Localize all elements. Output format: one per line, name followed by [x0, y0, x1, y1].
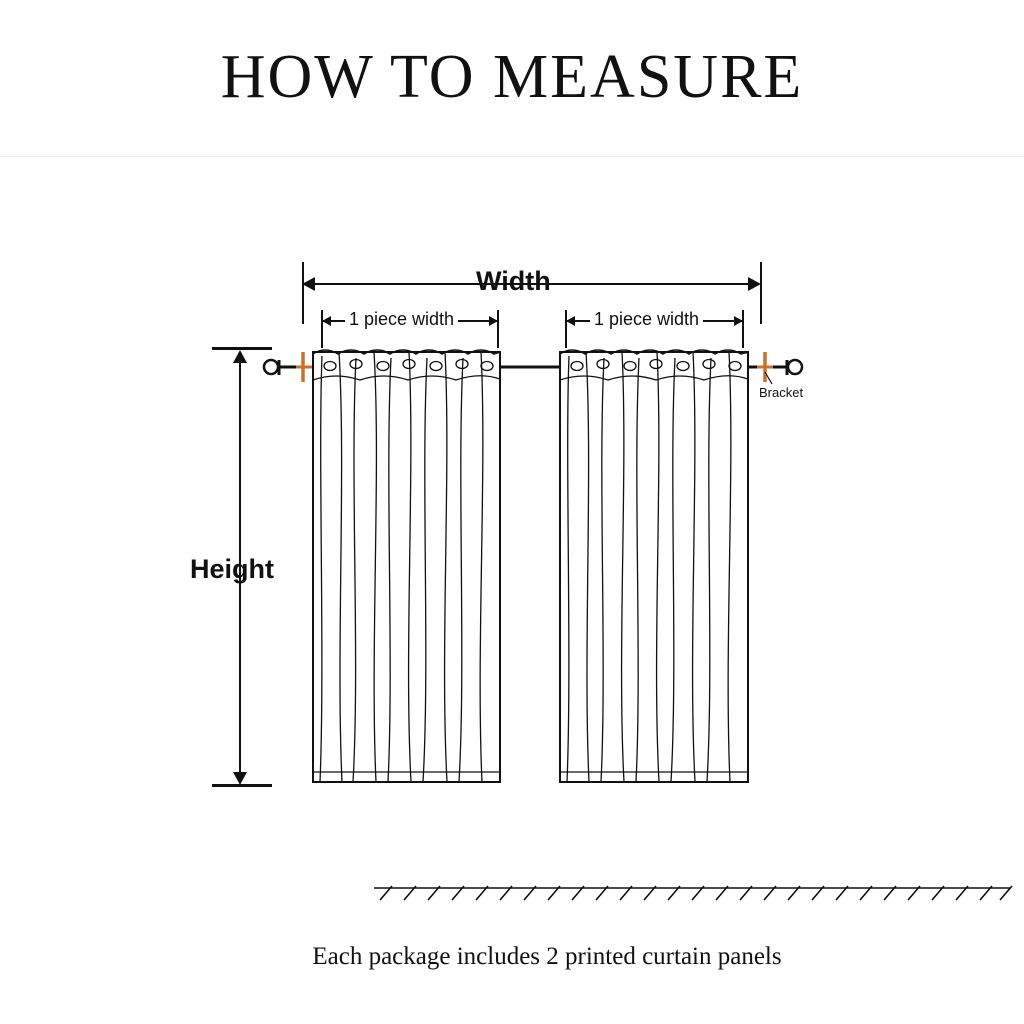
curtain-panel-right-icon	[560, 350, 748, 782]
height-label: Height	[190, 554, 274, 584]
piece-width-right-label: 1 piece width	[590, 309, 703, 330]
width-label: Width	[476, 266, 551, 296]
piece-width-left-label: 1 piece width	[345, 309, 458, 330]
page-title: HOW TO MEASURE	[220, 43, 804, 111]
package-note-text: Each package includes 2 printed curtain panels	[312, 943, 782, 970]
bracket-label: Bracket	[759, 385, 804, 400]
package-note	[0, 943, 1024, 971]
floor-hatching-icon	[374, 886, 1012, 900]
curtain-panel-left-icon	[313, 350, 500, 782]
